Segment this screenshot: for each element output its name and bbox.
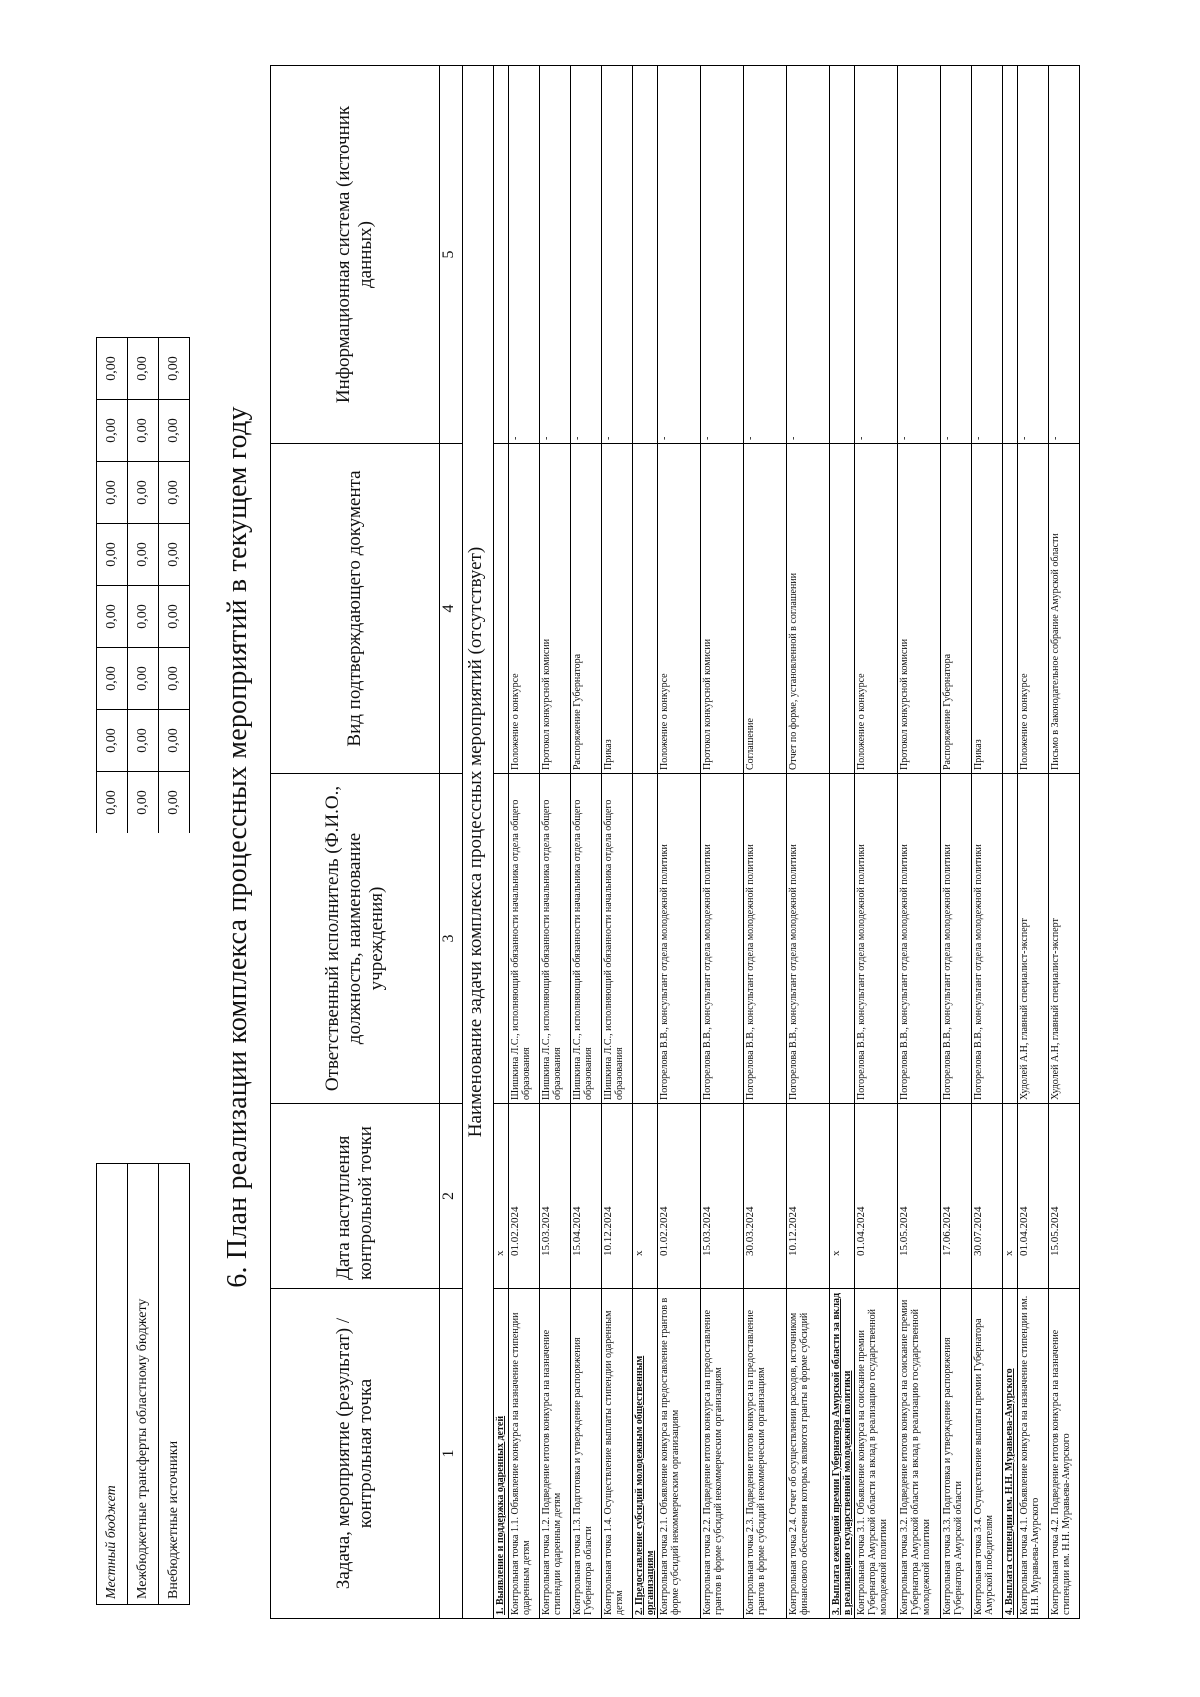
column-number: 2 <box>440 1104 463 1289</box>
row-document: Распоряжение Губернатора <box>941 444 972 774</box>
row-document: Отчет по форме, установленной в соглашении <box>787 444 830 774</box>
budget-value: 0,00 <box>159 524 190 586</box>
budget-value: 0,00 <box>159 586 190 648</box>
checkpoint-row <box>509 66 540 1619</box>
row-info-system: - <box>941 66 972 444</box>
checkpoint-row <box>571 66 602 1619</box>
plan-header-row <box>271 66 440 1619</box>
budget-value: 0,00 <box>97 648 128 710</box>
budget-gap <box>128 833 159 1164</box>
row-date: 15.03.2024 <box>701 1104 744 1289</box>
row-date: x <box>1003 1104 1018 1289</box>
plan-title: 6. План реализации комплекса процессных мероприятий в текущем году <box>222 406 253 1288</box>
row-date: 30.03.2024 <box>744 1104 787 1289</box>
budget-value: 0,00 <box>128 710 159 772</box>
row-document <box>633 444 658 774</box>
header-info-system: Информационная система (источник данных) <box>271 66 440 444</box>
row-info-system <box>494 66 509 444</box>
header-document: Вид подтверждающего документа <box>271 444 440 774</box>
row-date: 15.04.2024 <box>571 1104 602 1289</box>
column-number: 4 <box>440 444 463 774</box>
row-task: 3. Выплата ежегодной премии Губернатора Амурской области за вклад в реализацию государственной молодежной политики <box>830 1289 855 1619</box>
budget-gap <box>159 833 190 1164</box>
checkpoint-row <box>787 66 830 1619</box>
budget-value: 0,00 <box>128 524 159 586</box>
row-executor: Погорелова В.В., консультант отдела молодежной политики <box>898 774 941 1104</box>
row-executor: Погорелова В.В., консультант отдела молодежной политики <box>658 774 701 1104</box>
row-date: x <box>494 1104 509 1289</box>
header-date: Дата наступления контрольной точки <box>271 1104 440 1289</box>
row-task: Контрольная точка 3.1. Объявление конкурса на соискание премии Губернатора Амурской области за вклад в реализацию государственной молодежной политики <box>855 1289 898 1619</box>
budget-value: 0,00 <box>97 524 128 586</box>
budget-gap <box>97 833 128 1164</box>
row-info-system: - <box>701 66 744 444</box>
row-document: Соглашение <box>744 444 787 774</box>
row-executor: Погорелова В.В., консультант отдела молодежной политики <box>941 774 972 1104</box>
row-date: 10.12.2024 <box>787 1104 830 1289</box>
row-task: Контрольная точка 4.1. Объявление конкурса на назначение стипендии им. Н.Н. Муравьева-Амурского <box>1018 1289 1049 1619</box>
budget-value: 0,00 <box>128 462 159 524</box>
budget-value: 0,00 <box>128 772 159 834</box>
row-task: Контрольная точка 2.3. Подведение итогов конкурса на предоставление грантов в форме субсидий некоммерческим организациям <box>744 1289 787 1619</box>
header-task: Задача, мероприятие (результат) / контрольная точка <box>271 1289 440 1619</box>
checkpoint-row <box>972 66 1003 1619</box>
row-info-system: - <box>571 66 602 444</box>
row-info-system: - <box>1018 66 1049 444</box>
row-executor: Погорелова В.В., консультант отдела молодежной политики <box>972 774 1003 1104</box>
row-info-system <box>1003 66 1018 444</box>
row-executor: Погорелова В.В., консультант отдела молодежной политики <box>787 774 830 1104</box>
row-date: 17.06.2024 <box>941 1104 972 1289</box>
checkpoint-row <box>701 66 744 1619</box>
row-task: 2. Предоставление субсидий молодежным общественным организациям <box>633 1289 658 1619</box>
budget-row-label: Местный бюджет <box>97 1164 128 1605</box>
budget-value: 0,00 <box>159 648 190 710</box>
budget-value: 0,00 <box>128 400 159 462</box>
row-info-system: - <box>898 66 941 444</box>
row-executor: Погорелова В.В., консультант отдела молодежной политики <box>744 774 787 1104</box>
row-info-system <box>830 66 855 444</box>
row-info-system: - <box>509 66 540 444</box>
row-task: Контрольная точка 1.4. Осуществление выплаты стипендии одаренным детям <box>602 1289 633 1619</box>
row-date: x <box>830 1104 855 1289</box>
row-document: Протокол конкурсной комисии <box>540 444 571 774</box>
row-date: 01.04.2024 <box>1018 1104 1049 1289</box>
row-executor: Шишкина Л.С., исполняющий обязанности начальника отдела общего образования <box>571 774 602 1104</box>
row-task: Контрольная точка 2.4. Отчет об осуществлении расходов, источником финансового обеспечения которых являются гранты в форме субсидий <box>787 1289 830 1619</box>
row-executor <box>830 774 855 1104</box>
row-document: Протокол конкурсной комисии <box>898 444 941 774</box>
checkpoint-row <box>1018 66 1049 1619</box>
row-info-system: - <box>855 66 898 444</box>
budget-value: 0,00 <box>97 400 128 462</box>
column-number: 3 <box>440 774 463 1104</box>
row-document: Положение о конкурсе <box>855 444 898 774</box>
row-task: 4. Выплата стипендии им. Н.Н. Муравьева-Амурского <box>1003 1289 1018 1619</box>
row-document: Письмо в Законодательное собрание Амурской области <box>1049 444 1080 774</box>
row-date: 10.12.2024 <box>602 1104 633 1289</box>
row-date: 30.07.2024 <box>972 1104 1003 1289</box>
budget-row-label: Внебюджетные источники <box>159 1164 190 1605</box>
checkpoint-row <box>1049 66 1080 1619</box>
row-info-system: - <box>1049 66 1080 444</box>
row-task: Контрольная точка 1.1. Объявление конкурса на назначение стипендии одаренным детям <box>509 1289 540 1619</box>
row-document: Положение о конкурсе <box>509 444 540 774</box>
budget-value: 0,00 <box>97 462 128 524</box>
budget-table <box>96 337 190 1605</box>
row-task: Контрольная точка 4.2. Подведение итогов конкурса на назначение стипендии им. Н.Н. Муравьева-Амурского <box>1049 1289 1080 1619</box>
row-date: x <box>633 1104 658 1289</box>
row-document <box>1003 444 1018 774</box>
row-document: Распоряжение Губернатора <box>571 444 602 774</box>
row-executor: Шишкина Л.С., исполняющий обязанности начальника отдела общего образования <box>540 774 571 1104</box>
budget-value: 0,00 <box>128 586 159 648</box>
row-date: 01.02.2024 <box>509 1104 540 1289</box>
row-date: 15.03.2024 <box>540 1104 571 1289</box>
row-document <box>494 444 509 774</box>
budget-value: 0,00 <box>97 338 128 400</box>
row-executor: Худолей А.Н, главный специалист-эксперт <box>1049 774 1080 1104</box>
budget-row-label: Межбюджетные трансферты областному бюджету <box>128 1164 159 1605</box>
budget-row <box>97 338 128 1605</box>
checkpoint-row <box>855 66 898 1619</box>
checkpoint-row <box>898 66 941 1619</box>
row-info-system: - <box>658 66 701 444</box>
header-executor: Ответственный исполнитель (Ф.И.О., должность, наименование учреждения) <box>271 774 440 1104</box>
row-task: Контрольная точка 2.1. Объявление конкурса на предоставление грантов в форме субсидий некоммерческим организациям <box>658 1289 701 1619</box>
section-row <box>830 66 855 1619</box>
section-row <box>1003 66 1018 1619</box>
row-info-system: - <box>972 66 1003 444</box>
row-executor: Шишкина Л.С., исполняющий обязанности начальника отдела общего образования <box>602 774 633 1104</box>
row-info-system: - <box>787 66 830 444</box>
row-date: 15.05.2024 <box>898 1104 941 1289</box>
row-info-system: - <box>744 66 787 444</box>
budget-value: 0,00 <box>159 772 190 834</box>
row-task: Контрольная точка 2.2. Подведение итогов конкурса на предоставление грантов в форме субсидий некоммерческим организациям <box>701 1289 744 1619</box>
row-executor <box>633 774 658 1104</box>
row-executor: Худолей А.Н, главный специалист-эксперт <box>1018 774 1049 1104</box>
row-task: Контрольная точка 1.3. Подготовка и утверждение распоряжения Губернатора области <box>571 1289 602 1619</box>
row-info-system: - <box>602 66 633 444</box>
row-task: Контрольная точка 3.4. Осуществление выплаты премии Губернатора Амурской победителям <box>972 1289 1003 1619</box>
row-executor <box>494 774 509 1104</box>
section-row <box>633 66 658 1619</box>
budget-row <box>159 338 190 1605</box>
column-numbers-row <box>440 66 463 1619</box>
row-executor <box>1003 774 1018 1104</box>
checkpoint-row <box>658 66 701 1619</box>
row-task: 1. Выявление и поддержка одаренных детей <box>494 1289 509 1619</box>
budget-value: 0,00 <box>159 710 190 772</box>
budget-value: 0,00 <box>97 586 128 648</box>
column-number: 1 <box>440 1289 463 1619</box>
row-executor: Погорелова В.В., консультант отдела молодежной политики <box>701 774 744 1104</box>
row-document: Положение о конкурсе <box>1018 444 1049 774</box>
budget-value: 0,00 <box>97 772 128 834</box>
budget-value: 0,00 <box>128 338 159 400</box>
checkpoint-row <box>602 66 633 1619</box>
row-task: Контрольная точка 3.2. Подведение итогов конкурса на соискание премии Губернатора Амурской области за вклад в реализацию государственной молодежной политики <box>898 1289 941 1619</box>
row-document <box>830 444 855 774</box>
budget-value: 0,00 <box>97 710 128 772</box>
task-banner: Наименование задачи комплекса процессных мероприятий (отсутствует) <box>463 66 494 1619</box>
task-banner-row <box>463 66 494 1619</box>
row-info-system: - <box>540 66 571 444</box>
column-number: 5 <box>440 66 463 444</box>
section-row <box>494 66 509 1619</box>
budget-value: 0,00 <box>128 648 159 710</box>
budget-row <box>128 338 159 1605</box>
row-date: 15.05.2024 <box>1049 1104 1080 1289</box>
row-date: 01.04.2024 <box>855 1104 898 1289</box>
row-executor: Погорелова В.В., консультант отдела молодежной политики <box>855 774 898 1104</box>
budget-value: 0,00 <box>159 462 190 524</box>
row-date: 01.02.2024 <box>658 1104 701 1289</box>
row-document: Приказ <box>972 444 1003 774</box>
budget-value: 0,00 <box>159 338 190 400</box>
row-task: Контрольная точка 1.2. Подведение итогов конкурса на назначение стипендии одаренным детям <box>540 1289 571 1619</box>
row-executor: Шишкина Л.С., исполняющий обязанности начальника отдела общего образования <box>509 774 540 1104</box>
row-task: Контрольная точка 3.3. Подготовка и утверждение распоряжения Губернатора Амурской области <box>941 1289 972 1619</box>
row-info-system <box>633 66 658 444</box>
row-document: Приказ <box>602 444 633 774</box>
row-document: Протокол конкурсной комисии <box>701 444 744 774</box>
budget-value: 0,00 <box>159 400 190 462</box>
plan-table <box>270 65 1080 1619</box>
row-document: Положение о конкурсе <box>658 444 701 774</box>
checkpoint-row <box>941 66 972 1619</box>
checkpoint-row <box>540 66 571 1619</box>
checkpoint-row <box>744 66 787 1619</box>
